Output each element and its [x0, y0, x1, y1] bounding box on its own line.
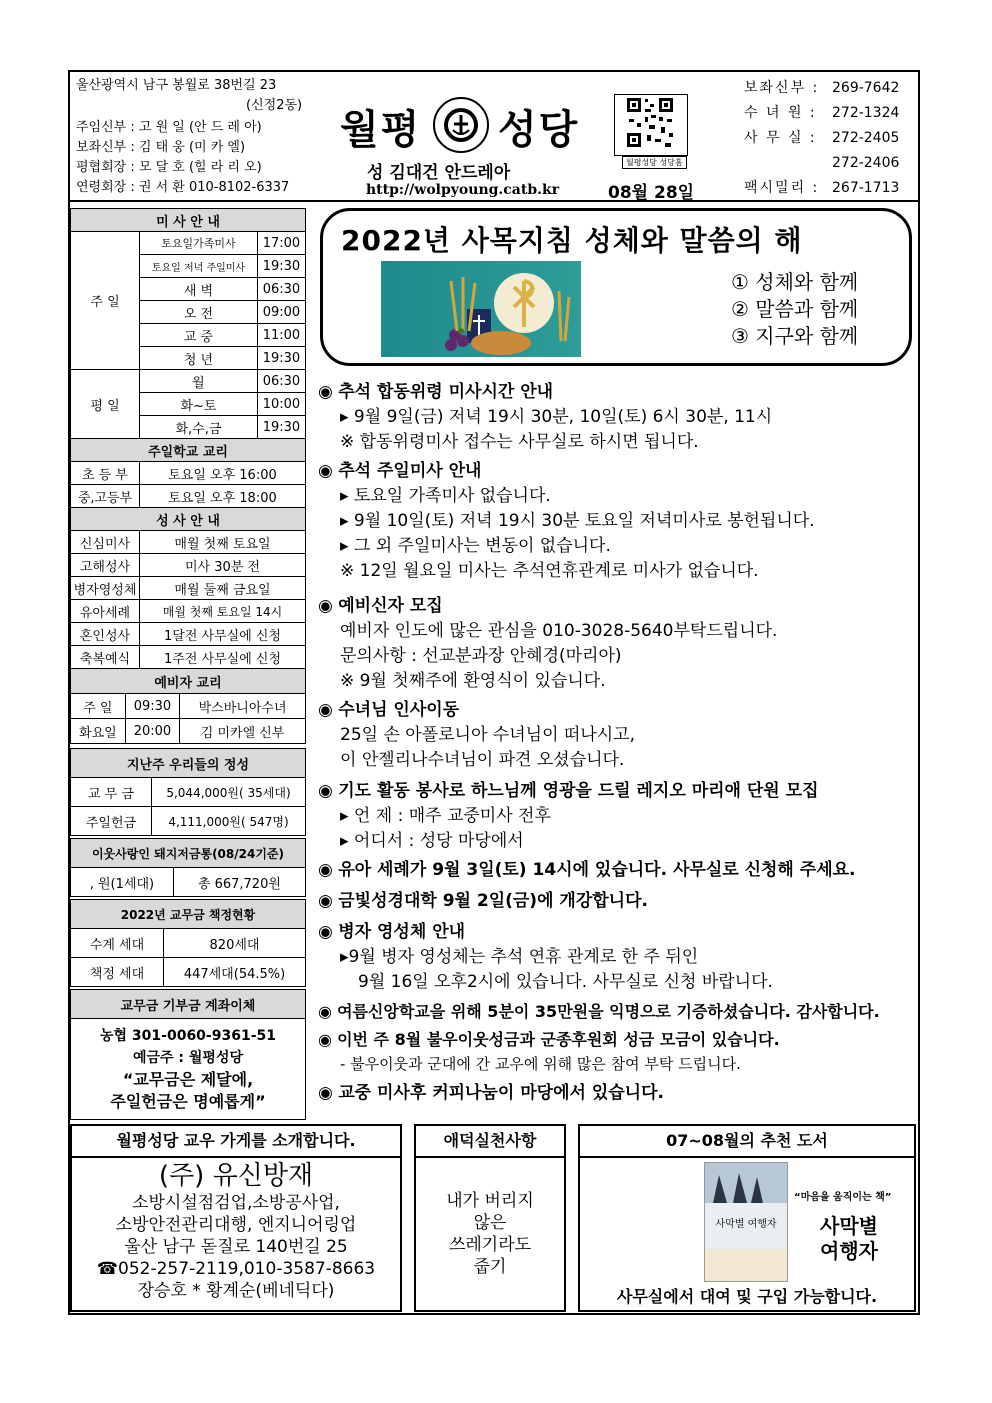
notice-line: 예비자 인도에 많은 관심을 010-3028-5640부탁드립니다. — [340, 621, 778, 641]
school-time: 토요일 오후 16:00 — [140, 462, 306, 485]
notice-heading: 여름신앙학교을 위해 5분이 35만원을 익명으로 기증하셨습니다. 감사합니다. — [337, 1002, 880, 1021]
charity-line: 쓰레기라도 — [448, 1235, 532, 1255]
dues-name: 수계 세대 — [71, 929, 164, 958]
store-line: ☎052-257-2119,010-3587-8663 — [96, 1259, 376, 1279]
catechumen-time: 09:30 — [125, 694, 179, 719]
notice-line: ▸ 어디서 : 성당 마당에서 — [340, 831, 524, 851]
notice-marker-icon: ◉ — [318, 1030, 332, 1049]
school-title: 주일학교 교리 — [71, 439, 306, 462]
catechumen-day: 화요일 — [71, 719, 126, 744]
catechumen-teacher: 박스바니아수녀 — [180, 694, 306, 719]
mass-time: 19:30 — [257, 347, 305, 370]
catechumen-teacher: 김 미카엘 신부 — [180, 719, 306, 744]
mass-time: 09:00 — [257, 301, 305, 324]
mass-name: 교 중 — [140, 324, 258, 347]
weekday-label: 평 일 — [71, 370, 140, 439]
book-name — [820, 1214, 878, 1264]
church-name-left: 월평 — [340, 106, 422, 153]
school-name: 중,고등부 — [71, 485, 140, 508]
piggy-households: , 원(1세대) — [71, 868, 174, 897]
book-name-line: 사막별 — [820, 1214, 878, 1238]
notice-heading: 기도 활동 봉사로 하느님께 영광을 드릴 레지오 마리애 단원 모집 — [338, 781, 819, 801]
sacrament-name: 유아세례 — [71, 600, 140, 623]
sacrament-time: 1달전 사무실에 신청 — [140, 623, 306, 646]
mass-name: 토요일 저녁 주일미사 — [140, 255, 258, 278]
piggy-bank-table — [70, 838, 306, 897]
contact-row: 사 무 실 : 272-2405 — [744, 130, 900, 146]
notice-item — [318, 1081, 914, 1106]
notice-line: ※ 12일 월요일 미사는 추석연휴관계로 미사가 없습니다. — [340, 561, 759, 581]
mass-name: 오 전 — [140, 301, 258, 324]
notice-line: ※ 9월 첫째주에 환영식이 있습니다. — [340, 671, 606, 691]
notice-marker-icon: ◉ — [318, 1083, 333, 1103]
dues-name: 책정 세대 — [71, 958, 164, 987]
dues-value: 820세대 — [164, 929, 306, 958]
dues-table — [70, 899, 306, 987]
mass-title: 미 사 안 내 — [71, 209, 306, 232]
catechumen-title: 예비자 교리 — [71, 669, 306, 694]
mass-name: 월 — [140, 370, 258, 393]
qr-code[interactable] — [614, 94, 688, 156]
notice-item — [318, 459, 914, 584]
catechumen-table — [70, 668, 306, 744]
notice-marker-icon: ◉ — [318, 461, 333, 481]
notice-line: ▸ 그 외 주일미사는 변동이 없습니다. — [340, 536, 611, 556]
notice-marker-icon: ◉ — [318, 860, 333, 880]
notice-item — [318, 1027, 914, 1077]
church-logo — [432, 96, 490, 154]
sacrament-title: 성 사 안 내 — [71, 508, 306, 531]
mass-time: 17:00 — [257, 232, 305, 255]
sacrament-name: 축복예식 — [71, 646, 140, 669]
transfer-title: 교무금 기부금 계좌이체 — [71, 990, 306, 1019]
notice-item — [318, 594, 914, 694]
church-address-dong: (신정2동) — [246, 98, 303, 113]
staff-assistant: 보좌신부 : 김 태 웅 (미 카 엘) — [76, 140, 246, 155]
notice-line: 25일 손 아폴로니아 수녀님이 떠나시고, — [340, 725, 635, 745]
school-name: 초 등 부 — [71, 462, 140, 485]
notice-item — [318, 698, 914, 773]
notice-item — [318, 920, 914, 995]
sidebar — [70, 208, 306, 1120]
notice-marker-icon: ◉ — [318, 700, 333, 720]
notice-heading: 병자 영성체 안내 — [338, 922, 466, 942]
store-box — [70, 1124, 402, 1312]
notice-line: ▸9월 병자 영성체는 추석 연휴 관계로 한 주 뒤인 — [340, 947, 699, 967]
notice-heading: 유아 세례가 9월 3일(토) 14시에 있습니다. 사무실로 신청해 주세요. — [338, 860, 856, 880]
book-availability: 사무실에서 대여 및 구입 가능합니다. — [616, 1287, 878, 1306]
notice-line: 문의사항 : 선교분과장 안혜경(마리아) — [340, 646, 622, 666]
store-line: 소방안전관리대행, 엔지니어링업 — [115, 1215, 357, 1235]
bank-account: 농협 301-0060-9361-51 — [100, 1028, 276, 1044]
book-quote: “마음을 움직이는 책” — [794, 1192, 892, 1203]
patron-saint: 성 김대건 안드레아 — [367, 163, 511, 183]
offering-title: 지난주 우리들의 정성 — [71, 749, 306, 778]
notice-heading: 수녀님 인사이동 — [338, 700, 460, 720]
notice-item — [318, 380, 914, 455]
mass-name: 청 년 — [140, 347, 258, 370]
sacrament-name: 혼인성사 — [71, 623, 140, 646]
charity-line: 않은 — [473, 1213, 507, 1233]
offering-name: 교 무 금 — [71, 778, 152, 807]
charity-line: 내가 버리지 — [446, 1191, 534, 1211]
notice-line: ▸ 토요일 가족미사 없습니다. — [340, 486, 551, 506]
store-line: 소방시설점검업,소방공사업, — [132, 1193, 340, 1213]
contact-row: 수 녀 원 : 272-1324 — [744, 105, 900, 121]
piggy-total: 총 667,720원 — [173, 868, 305, 897]
dues-value: 447세대(54.5%) — [164, 958, 306, 987]
contact-list — [744, 76, 899, 201]
notices — [318, 380, 914, 1106]
notice-marker-icon: ◉ — [318, 382, 333, 402]
notice-line: ※ 합동위령미사 접수는 사무실로 하시면 됩니다. — [340, 432, 699, 452]
transfer-table — [70, 989, 306, 1120]
piggy-title: 이웃사랑인 돼지저금통(08/24기준) — [71, 839, 306, 868]
mass-name: 토요일가족미사 — [140, 232, 258, 255]
notice-item — [318, 889, 914, 914]
notice-line: ▸ 9월 10일(토) 저녁 19시 30분 토요일 저녁미사로 봉헌됩니다. — [340, 511, 815, 531]
notice-item — [318, 779, 914, 854]
notice-heading: 이번 주 8월 불우이웃성금과 군종후원회 성금 모금이 있습니다. — [337, 1030, 780, 1049]
contact-row: 보좌신부 : 269-7642 — [744, 80, 900, 96]
sacrament-time: 매월 첫째 토요일 14시 — [140, 600, 306, 623]
mass-time: 11:00 — [257, 324, 305, 347]
mass-name: 새 벽 — [140, 278, 258, 301]
notice-heading: 추석 합동위령 미사시간 안내 — [338, 382, 554, 402]
store-line: 장승호 * 황계순(베네딕다) — [137, 1281, 335, 1301]
notice-line: ▸ 언 제 : 매주 교중미사 전후 — [340, 806, 551, 826]
offering-table — [70, 748, 306, 836]
store-line: 울산 남구 돋질로 140번길 25 — [124, 1237, 348, 1257]
store-name: (주) 유신방재 — [158, 1161, 314, 1191]
sacrament-time: 매월 첫째 토요일 — [140, 531, 306, 554]
mass-table — [70, 208, 306, 669]
transfer-details — [71, 1019, 306, 1120]
mass-time: 06:30 — [257, 370, 305, 393]
notice-line: 이 안젤리나수녀님이 파견 오셨습니다. — [340, 750, 625, 770]
mass-time: 06:30 — [257, 278, 305, 301]
notice-marker-icon: ◉ — [318, 596, 333, 616]
notice-marker-icon: ◉ — [318, 1002, 332, 1021]
notice-item — [318, 858, 914, 883]
banner-point: ② 말씀과 함께 — [731, 297, 859, 321]
banner-point: ③ 지구와 함께 — [731, 324, 859, 348]
motto-line: “교무금은 제달에, — [122, 1070, 254, 1089]
notice-heading: 교중 미사후 커피나눔이 마당에서 있습니다. — [338, 1083, 664, 1103]
motto-line: 주일헌금은 명예롭게” — [110, 1092, 266, 1111]
offering-name: 주일헌금 — [71, 807, 152, 836]
notice-heading: 추석 주일미사 안내 — [338, 461, 482, 481]
sacrament-name: 고해성사 — [71, 554, 140, 577]
charity-line: 줍기 — [473, 1257, 507, 1277]
mass-name: 화,수,금 — [140, 416, 258, 439]
dues-title: 2022년 교무금 책정현황 — [71, 900, 306, 929]
mass-time: 19:30 — [257, 416, 305, 439]
charity-box — [414, 1124, 566, 1312]
mass-time: 10:00 — [257, 393, 305, 416]
church-address: 울산광역시 남구 봉월로 38번길 23 — [76, 78, 277, 93]
sacrament-time: 1주전 사무실에 신청 — [140, 646, 306, 669]
book-cover-title: 사막별 여행자 — [715, 1219, 777, 1230]
notice-heading: 예비신자 모집 — [338, 596, 443, 616]
book-box — [578, 1124, 916, 1312]
sacrament-time: 미사 30분 전 — [140, 554, 306, 577]
notice-marker-icon: ◉ — [318, 891, 333, 911]
contact-row: 272-2406 — [832, 155, 900, 171]
mass-time: 19:30 — [257, 255, 305, 278]
sacrament-name: 병자영성체 — [71, 577, 140, 600]
notice-line: 9월 16일 오후2시에 있습니다. 사무실로 신청 바랍니다. — [358, 972, 773, 992]
charity-title: 애덕실천사항 — [416, 1126, 564, 1158]
staff-funeral: 연령회장 : 권 서 환 010-8102-6337 — [76, 180, 290, 195]
notice-heading: 금빛성경대학 9월 2일(금)에 개강합니다. — [338, 891, 648, 911]
banner-point: ① 성체와 함께 — [731, 270, 859, 294]
sacrament-time: 매월 둘째 금요일 — [140, 577, 306, 600]
catechumen-day: 주 일 — [71, 694, 126, 719]
offering-amount: 4,111,000원( 547명) — [152, 807, 306, 836]
qr-caption: 월평성당 성당홈 — [622, 156, 687, 169]
banner-points — [731, 269, 858, 350]
store-details — [72, 1192, 400, 1302]
offering-amount: 5,044,000원( 35세대) — [152, 778, 306, 807]
book-cover-image — [704, 1162, 788, 1282]
eucharist-image — [381, 261, 581, 357]
notice-line: ▸ 9월 9일(금) 저녁 19시 30분, 10일(토) 6시 30분, 11시 — [340, 407, 773, 427]
school-time: 토요일 오후 18:00 — [140, 485, 306, 508]
book-title: 07~08월의 추천 도서 — [580, 1126, 914, 1158]
catechumen-time: 20:00 — [125, 719, 179, 744]
notice-line: - 불우이웃과 군대에 간 교우에 위해 많은 참여 부탁 드립니다. — [340, 1055, 741, 1073]
bulletin-date: 08월 28일 — [608, 183, 695, 203]
contact-row: 팩시밀리 : 267-1713 — [744, 180, 900, 196]
pastoral-banner — [320, 208, 912, 366]
sunday-label: 주 일 — [71, 232, 140, 370]
book-name-line: 여행자 — [820, 1239, 878, 1263]
store-title: 월평성당 교우 가게를 소개합니다. — [72, 1126, 400, 1158]
notice-item — [318, 999, 914, 1024]
church-name-right: 성당 — [498, 106, 580, 153]
staff-council: 평협회장 : 모 달 호 (힐 라 리 오) — [76, 160, 262, 175]
staff-pastor: 주임신부 : 고 원 일 (안 드 레 아) — [76, 120, 262, 135]
website-link[interactable]: http://wolpyoung.catb.kr — [366, 182, 560, 198]
mass-name: 화~토 — [140, 393, 258, 416]
banner-title: 2022년 사목지침 성체와 말씀의 해 — [341, 224, 803, 257]
sacrament-name: 신심미사 — [71, 531, 140, 554]
charity-text — [416, 1190, 564, 1278]
account-holder: 예금주 : 월평성당 — [132, 1050, 243, 1066]
notice-marker-icon: ◉ — [318, 781, 333, 801]
notice-marker-icon: ◉ — [318, 922, 333, 942]
